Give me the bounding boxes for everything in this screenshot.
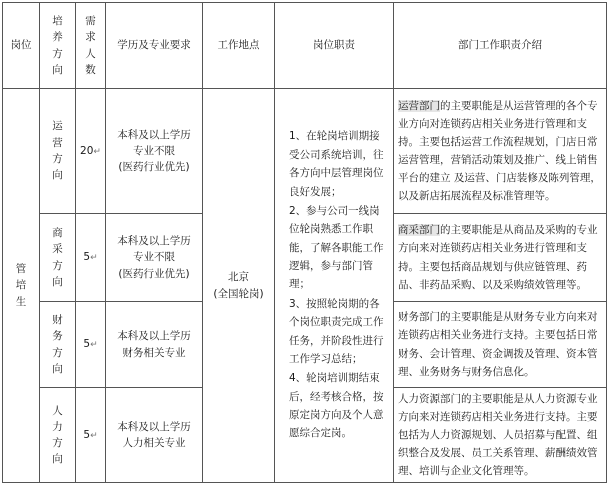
- count-cell: 20↵: [76, 89, 106, 214]
- education-cell: 本科及以上学历 专业不限 (医药行业优先): [106, 89, 203, 214]
- count-cell: 5↵: [76, 214, 106, 302]
- direction-cell: 运 营 方 向: [40, 89, 76, 214]
- duty-item: 4、轮岗培训期结束后，经考核合格，按原定岗方向及个人意愿综合定岗。: [289, 372, 384, 440]
- header-row: [3, 3, 607, 89]
- dept-intro-cell: 财务部门的主要职能是从财务专业方向来对连锁药店相关业务进行支持。主要包括日常财务、会计管理、资金调拨及管理、资本管理、业务财务与财务信息化。: [394, 302, 607, 388]
- header-direction: 培 养 方 向: [40, 3, 76, 89]
- header-location: 工作地点: [203, 3, 275, 89]
- header-education: 学历及专业要求: [106, 3, 203, 89]
- duty-item: 1、在轮岗培训期接受公司系统培训，往各方向中层管理岗位良好发展；: [289, 130, 384, 198]
- header-count: 需 求 人 数: [76, 3, 106, 89]
- education-cell: 本科及以上学历 财务相关专业: [106, 302, 203, 388]
- direction-cell: 商 采 方 向: [40, 214, 76, 302]
- education-cell: 本科及以上学历 专业不限 (医药行业优先): [106, 214, 203, 302]
- duty-item: 3、按照轮岗期的各个岗位职责完成工作任务，并阶段性进行工作学习总结；: [289, 297, 384, 365]
- direction-cell: 人 力 方 向: [40, 388, 76, 483]
- table-row: [3, 89, 607, 214]
- header-dept-intro: 部门工作职责介绍: [394, 3, 607, 89]
- direction-cell: 财 务 方 向: [40, 302, 76, 388]
- dept-intro-cell: 运营部门的主要职能是从运营管理的各个专业方向对连锁药店相关业务进行管理和支持。主要包括运营工作流程规划，门店日常运营管理，营销活动策划及推广、线上销售平台的建立 及运营、门店装修及陈列管理，以及新店拓展流程及标准管理等。: [394, 89, 607, 214]
- header-duties: 岗位职责: [275, 3, 394, 89]
- education-cell: 本科及以上学历 人力相关专业: [106, 388, 203, 483]
- duties-cell: [275, 89, 394, 483]
- dept-intro-cell: 人力资源部门的主要职能是从人力资源专业方向来对连锁药店相关业务进行支持。主要包括为人力资源规划、人员招募与配置、组织整合及发展、员工关系管理、薪酬绩效管理、培训与企业文化管理等。: [394, 388, 607, 483]
- location-cell: 北京 (全国轮岗): [203, 89, 275, 483]
- position-cell: 管 培 生: [3, 89, 40, 483]
- recruitment-table: [2, 2, 607, 483]
- duty-item: 2、参与公司一线岗位轮岗熟悉工作职能，了解各职能工作逻辑，参与部门管理；: [289, 204, 384, 291]
- count-cell: 5↵: [76, 388, 106, 483]
- header-position: 岗位: [3, 3, 40, 89]
- count-cell: 5↵: [76, 302, 106, 388]
- dept-intro-cell: 商采部门的主要职能是从商品及采购的专业方向来对连锁药店相关业务进行管理和支持。主要包括商品规划与供应链管理、药品、非药品采购、以及采购绩效管理等。: [394, 214, 607, 302]
